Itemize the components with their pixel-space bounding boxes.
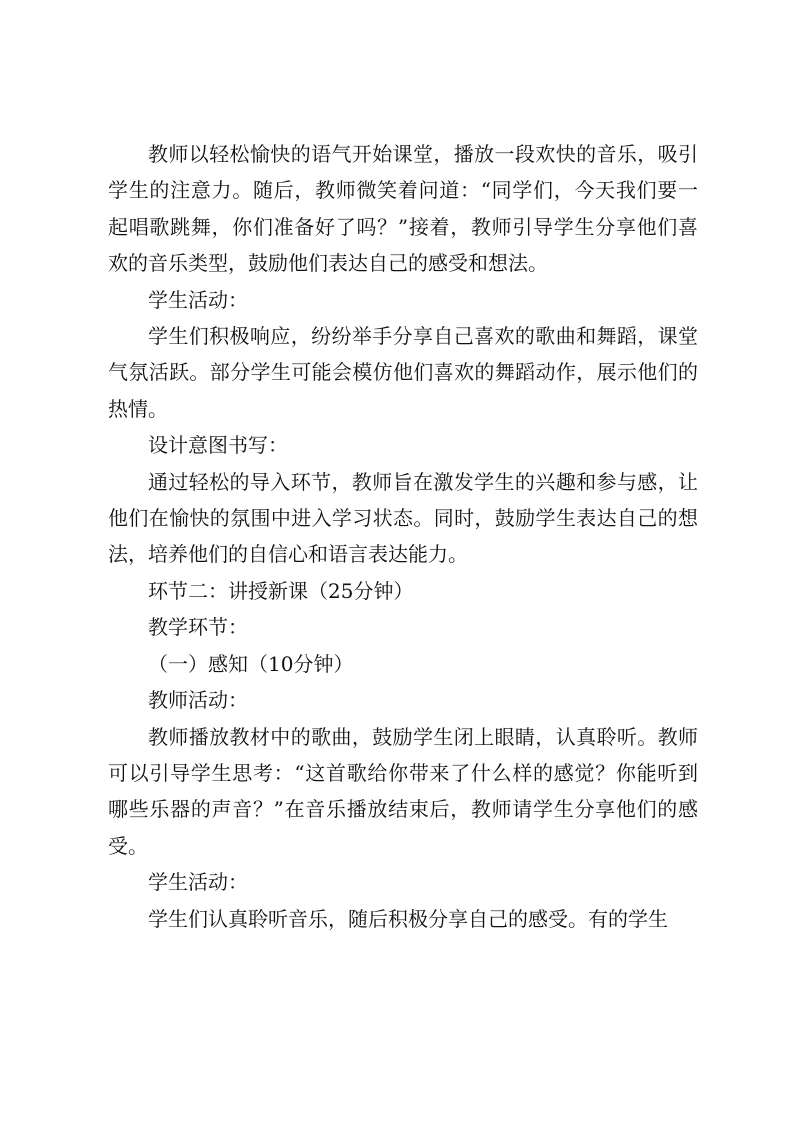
paragraph-teacher-activity: 教师播放教材中的歌曲，鼓励学生闭上眼睛，认真聆听。教师可以引导学生思考：“这首歌给你带来了什么样的感觉？你能听到哪些乐器的声音？”在音乐播放结束后，教师请学生分享他们的感受。 — [108, 724, 698, 858]
heading-student-activity: 学生活动： — [148, 287, 248, 312]
heading-teacher-activity: 教师活动： — [148, 688, 248, 713]
paragraph-student-activity-2: 学生们认真聆听音乐，随后积极分享自己的感受。有的学生 — [148, 906, 668, 931]
paragraph-design-intent: 通过轻松的导入环节，教师旨在激发学生的兴趣和参与感，让他们在愉快的氛围中进入学习状态。同时，鼓励学生表达自己的想法，培养他们的自信心和语言表达能力。 — [108, 469, 698, 567]
heading-section-two: 环节二：讲授新课（25分钟） — [148, 578, 414, 603]
heading-student-activity-2: 学生活动： — [148, 870, 248, 895]
document-body — [108, 136, 698, 937]
paragraph-student-response: 学生们积极响应，纷纷举手分享自己喜欢的歌曲和舞蹈，课堂气氛活跃。部分学生可能会模仿他们喜欢的舞蹈动作，展示他们的热情。 — [108, 324, 698, 421]
heading-perception: （一）感知（10分钟） — [148, 651, 354, 676]
heading-design-intent: 设计意图书写： — [148, 433, 288, 458]
heading-teaching-step: 教学环节： — [148, 615, 248, 640]
paragraph-teacher-intro: 教师以轻松愉快的语气开始课堂，播放一段欢快的音乐，吸引学生的注意力。随后，教师微笑着问道：“同学们，今天我们要一起唱歌跳舞，你们准备好了吗？”接着，教师引导学生分享他们喜欢的音乐类型，鼓励他们表达自己的感受和想法。 — [108, 142, 698, 276]
